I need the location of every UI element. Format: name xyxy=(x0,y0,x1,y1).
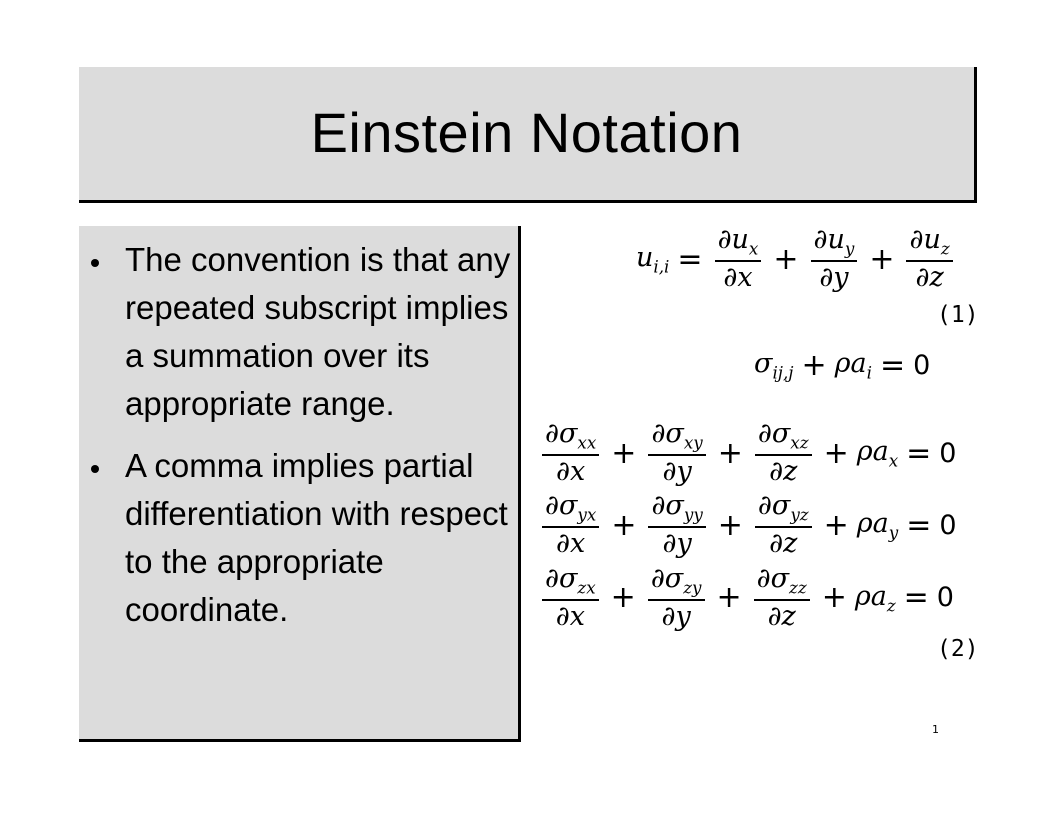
eq1-term-1-num: ∂u xyxy=(717,224,749,255)
bullet-item xyxy=(79,236,519,428)
rhs-zero: 0 xyxy=(939,509,957,541)
equation-row-y xyxy=(538,492,957,558)
plus-sign: + xyxy=(869,241,895,277)
equation-divergence xyxy=(636,226,957,292)
bullet-dot-icon xyxy=(91,465,99,473)
frac-den: ∂x xyxy=(556,455,586,487)
frac-sub: yy xyxy=(683,504,703,525)
sigma-sub: ij,j xyxy=(772,362,794,383)
frac-num: ∂σ xyxy=(545,562,578,594)
equals-sign: = xyxy=(677,241,703,277)
equation-row-z xyxy=(538,562,957,632)
equals-sign: = xyxy=(906,507,932,543)
plus-sign: + xyxy=(717,435,743,471)
frac-den: ∂y xyxy=(662,455,692,487)
frac-num: ∂σ xyxy=(757,490,791,522)
eq2-row2-term-2 xyxy=(648,492,705,558)
equals-sign: = xyxy=(879,348,906,383)
eq1-term-1 xyxy=(715,226,762,292)
eq1-term-3 xyxy=(906,226,952,292)
frac-den: ∂x xyxy=(556,528,586,560)
plus-sign: + xyxy=(717,507,743,543)
frac-num: ∂σ xyxy=(545,490,578,522)
frac-sub: yz xyxy=(790,504,809,525)
rho-a-sub: x xyxy=(888,450,899,471)
rho-a-sub: y xyxy=(888,522,899,543)
frac-sub: zz xyxy=(789,576,807,597)
plus-sign: + xyxy=(773,241,799,277)
eq2-row1-term-1 xyxy=(542,420,599,486)
eq2-row2-term-3 xyxy=(755,492,812,558)
plus-sign: + xyxy=(716,580,742,616)
frac-sub: xz xyxy=(790,432,809,453)
slide-title: Einstein Notation xyxy=(310,101,743,164)
bullet-text: A comma implies partial differentiation with respect to the appropriate coordinate. xyxy=(125,447,508,628)
plus-sign: + xyxy=(823,507,849,543)
plus-sign: + xyxy=(611,435,637,471)
frac-sub: zx xyxy=(577,576,596,597)
frac-den: ∂y xyxy=(661,600,691,632)
eq2-row3-term-3 xyxy=(754,562,810,632)
frac-sub: xy xyxy=(683,432,703,453)
bullet-text-box xyxy=(79,226,521,742)
frac-num: ∂σ xyxy=(650,562,684,594)
rho-a-term: $\rho a_z$ xyxy=(854,580,896,615)
frac-sub: zy xyxy=(683,576,702,597)
eq1-term-1-sub: x xyxy=(748,238,759,259)
rho-a-term: $\rho a_x$ xyxy=(856,435,899,471)
equals-sign: = xyxy=(903,580,929,616)
rhs-zero: 0 xyxy=(939,437,957,469)
rho-a-sub: z xyxy=(886,594,896,615)
eq2-row3-term-1 xyxy=(542,562,599,632)
eq1-lhs-base: u xyxy=(636,241,654,273)
equation-label-2: (2) xyxy=(937,636,979,662)
eq2-row2-term-1 xyxy=(542,492,599,558)
equation-system-expanded xyxy=(538,420,957,631)
eq1-term-2-sub: y xyxy=(844,238,855,259)
equation-equilibrium-compact xyxy=(754,348,930,383)
eq1-term-2 xyxy=(811,226,858,292)
frac-num: ∂σ xyxy=(651,418,684,449)
eq1-term-3-num: ∂u xyxy=(909,224,941,255)
eq2-row1-term-2 xyxy=(648,420,705,486)
frac-num: ∂σ xyxy=(651,490,684,522)
rho-a-term: $\rho a_y$ xyxy=(856,508,899,543)
eq1-lhs-sub: i,i xyxy=(653,256,670,277)
equation-row-x xyxy=(538,420,957,486)
rhs-zero: 0 xyxy=(913,350,931,381)
frac-den: ∂z xyxy=(767,600,796,632)
frac-den: ∂y xyxy=(662,528,692,560)
bullet-list xyxy=(79,236,519,648)
eq2-row1-term-3 xyxy=(755,420,812,486)
frac-num: ∂σ xyxy=(757,418,791,449)
plus-sign: + xyxy=(610,580,636,616)
sigma-term: $\sigma_{ij,j}$ xyxy=(754,348,794,383)
frac-sub: xx xyxy=(577,432,597,453)
plus-sign: + xyxy=(823,435,849,471)
eq1-term-3-den: ∂z xyxy=(915,261,944,293)
eq1-term-2-num: ∂u xyxy=(813,224,845,255)
bullet-item xyxy=(79,442,519,634)
page-number: 1 xyxy=(932,723,939,736)
frac-sub: yx xyxy=(577,504,597,525)
plus-sign: + xyxy=(611,507,637,543)
rhs-zero: 0 xyxy=(936,582,954,614)
bullet-dot-icon xyxy=(91,259,99,267)
frac-den: ∂x xyxy=(555,600,585,632)
eq1-term-2-den: ∂y xyxy=(819,261,849,293)
frac-den: ∂z xyxy=(769,528,798,560)
title-box xyxy=(79,67,977,203)
frac-num: ∂σ xyxy=(545,418,578,449)
bullet-text: The convention is that any repeated subscript implies a summation over its appropriate range. xyxy=(125,241,511,422)
plus-sign: + xyxy=(821,580,847,616)
frac-num: ∂σ xyxy=(756,562,790,594)
rho-a-sub: i xyxy=(866,362,872,383)
plus-sign: + xyxy=(801,348,827,383)
eq2-row3-term-2 xyxy=(648,562,705,632)
equals-sign: = xyxy=(906,435,932,471)
equation-label-1: (1) xyxy=(937,302,979,328)
eq1-term-3-sub: z xyxy=(940,238,950,259)
eq1-term-1-den: ∂x xyxy=(723,261,753,293)
rho-a-term: $\rho a_i$ xyxy=(834,348,872,383)
frac-den: ∂z xyxy=(769,455,798,487)
eq1-lhs xyxy=(636,242,669,276)
